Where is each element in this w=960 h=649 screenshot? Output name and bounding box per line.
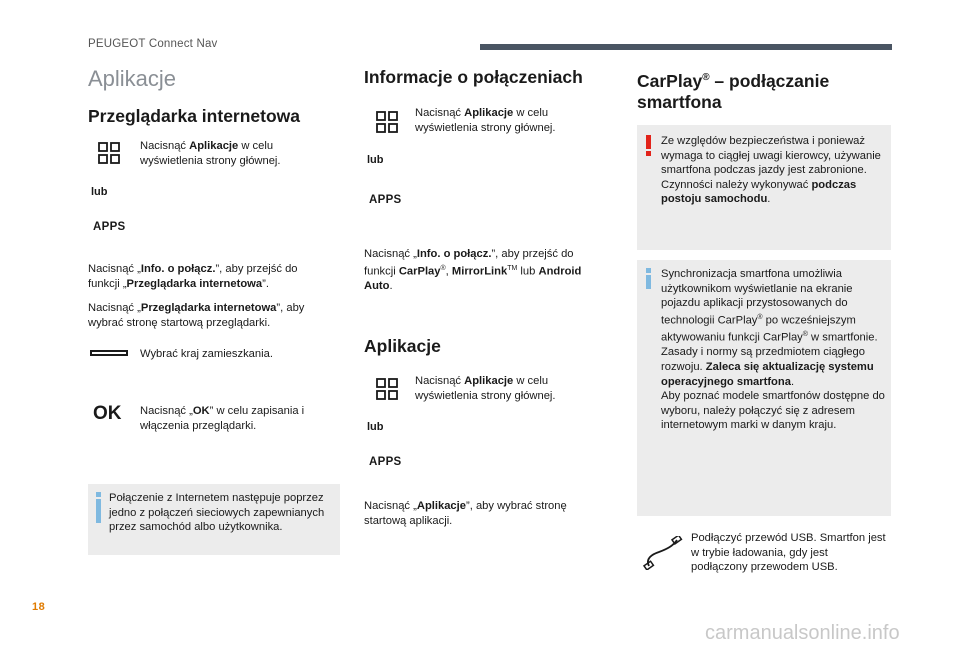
heading-applications: Aplikacje <box>364 336 441 356</box>
apps-button-label-3: APPS <box>369 456 402 468</box>
page-number: 18 <box>32 601 46 613</box>
menu-bar-icon <box>90 350 128 356</box>
para-applications-start: Nacisnąć „Aplikacje”, aby wybrać stronę startową aplikacji. <box>364 500 567 527</box>
info-icon <box>646 268 651 289</box>
ok-text: Nacisnąć „OK” w celu zapisania i włączenia przeglądarki. <box>140 405 305 432</box>
apps-grid-icon <box>98 142 120 164</box>
para-info-connect: Nacisnąć „Info. o połącz.”, aby przejść do funkcji „Przeglądarka internetowa”. <box>88 263 298 290</box>
header-bar <box>480 44 892 50</box>
para-browser-select: Nacisnąć „Przeglądarka internetowa”, aby wybrać stronę startową przeglądarki. <box>88 302 305 329</box>
apps-button-label: APPS <box>93 221 126 233</box>
warning-icon <box>646 135 651 156</box>
apps-grid-icon <box>376 378 398 400</box>
usb-cable-icon <box>643 536 683 570</box>
heading-connection-info: Informacje o połączeniach <box>364 67 583 87</box>
step-apps-text-2: Nacisnąć Aplikacje w celu wyświetlenia strony głównej. <box>415 107 556 134</box>
sync-info-text: Synchronizacja smartfona umożliwia użytkownikom wyświetlanie na ekranie pojazdu aplikacji przystosowanych do technologii CarPlay® po wcześniejszym aktywowaniu funkcji CarPlay® w smartfonie. Zasady i normy są przedmiotem ciągłego rozwoju. Zaleca się aktualizację systemu operacyjnego smartfona. Aby poznać modele smartfonów dostępne do wyboru, należy połączyć się z adresem internetowym marki w danym kraju. <box>661 268 885 432</box>
country-text: Wybrać kraj zamieszkania. <box>140 348 273 360</box>
step-apps-text-3: Nacisnąć Aplikacje w celu wyświetlenia strony głównej. <box>415 375 556 402</box>
section-title: Aplikacje <box>88 66 177 91</box>
or-label-3: lub <box>367 421 384 433</box>
header-title: PEUGEOT Connect Nav <box>88 38 218 50</box>
info-box-text: Połączenie z Internetem następuje poprzez jedno z połączeń sieciowych zapewnianych przez samochód albo użytkownika. <box>109 492 325 534</box>
para-connection-functions: Nacisnąć „Info. o połącz.”, aby przejść do funkcji CarPlay®, MirrorLink™ lub Android Auto. <box>364 248 582 292</box>
heading-carplay: CarPlay® – podłączanie smartfona <box>637 70 830 112</box>
apps-button-label-2: APPS <box>369 194 402 206</box>
apps-grid-icon <box>376 111 398 133</box>
or-label-2: lub <box>367 154 384 166</box>
step-apps-text: Nacisnąć Aplikacje w celu wyświetlenia strony głównej. <box>140 140 281 167</box>
ok-button-label: OK <box>93 403 122 424</box>
heading-browser: Przeglądarka internetowa <box>88 106 301 126</box>
or-label: lub <box>91 186 108 198</box>
info-icon <box>96 492 101 523</box>
usb-text: Podłączyć przewód USB. Smartfon jest w trybie ładowania, gdy jest podłączony przewodem USB. <box>691 532 886 574</box>
watermark-text: carmanualsonline.info <box>705 622 900 644</box>
warning-text: Ze względów bezpieczeństwa i ponieważ wymaga to ciągłej uwagi kierowcy, używanie smartfona podczas jazdy jest zabronione. Czynności należy wykonywać podczas postoju samochodu. <box>661 135 881 206</box>
